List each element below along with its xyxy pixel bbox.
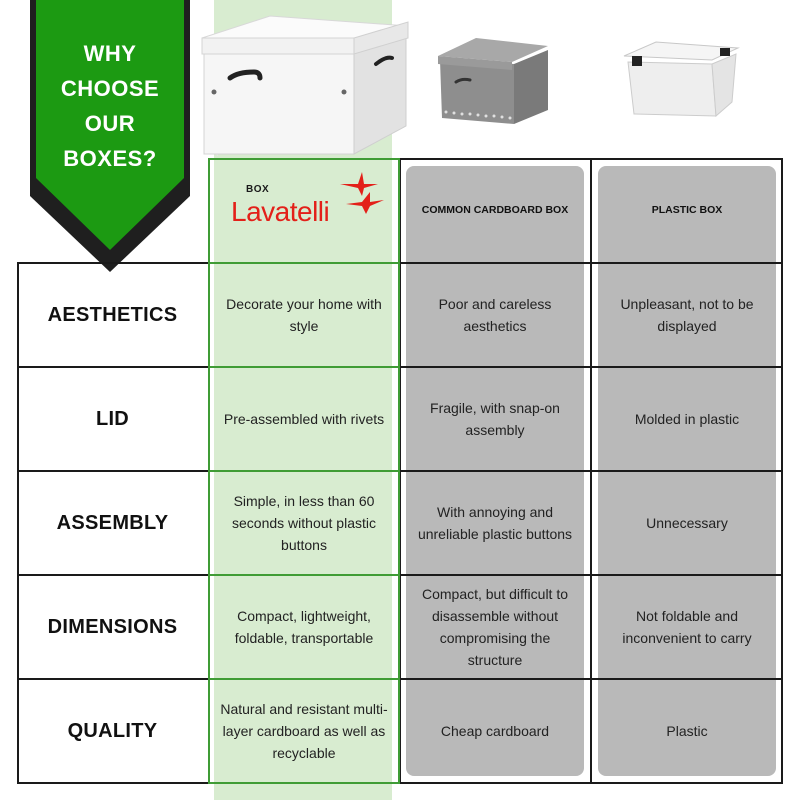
row-label-lid: LID [95,407,130,430]
cell-lavatelli: Decorate your home with style [226,296,382,334]
cell-plastic: Unpleasant, not to be displayed [620,296,754,334]
plastic-box-image [620,38,740,118]
table-line [781,158,783,784]
banner-line: WHY [83,41,137,66]
plastic-column-header: PLASTIC BOX [651,204,723,216]
cardboard-column-header: COMMON CARDBOARD BOX [421,204,569,216]
cell-lavatelli: Natural and resistant multi-layer cardboard as well as recyclable [220,701,388,761]
why-choose-banner [30,0,190,272]
lavatelli-logo [208,158,400,262]
cell-plastic: Not foldable and inconvenient to carry [622,608,752,646]
logo-brand-name: Lavatelli [231,196,330,227]
banner-text [30,36,190,176]
banner-line: OUR [84,111,136,136]
cell-plastic: Unnecessary [646,515,728,531]
lavatelli-box-image [200,8,410,156]
table-line [590,158,592,784]
cell-plastic: Molded in plastic [634,411,740,427]
cell-cardboard: Compact, but difficult to disassemble without compromising the structure [421,586,569,668]
lavatelli-border [208,782,400,784]
banner-line: CHOOSE [60,76,160,101]
row-label-dimensions: DIMENSIONS [47,615,178,638]
row-label-assembly: ASSEMBLY [56,511,169,534]
banner-line: BOXES? [63,146,157,171]
cardboard-box-image [436,34,552,126]
row-label-aesthetics: AESTHETICS [47,303,178,326]
cell-cardboard: Poor and careless aesthetics [438,296,552,334]
row-label-quality: QUALITY [67,719,158,742]
bird-logo-icon [336,170,386,216]
cell-lavatelli: Pre-assembled with rivets [223,411,385,427]
logo-box-label: BOX [246,184,270,195]
cell-cardboard: Cheap cardboard [440,723,550,739]
cell-cardboard: Fragile, with snap-on assembly [430,400,560,438]
cell-plastic: Plastic [666,723,708,739]
cell-lavatelli: Compact, lightweight, foldable, transportable [234,608,374,646]
cell-cardboard: With annoying and unreliable plastic buttons [417,504,573,542]
cell-lavatelli: Simple, in less than 60 seconds without plastic buttons [232,493,376,553]
